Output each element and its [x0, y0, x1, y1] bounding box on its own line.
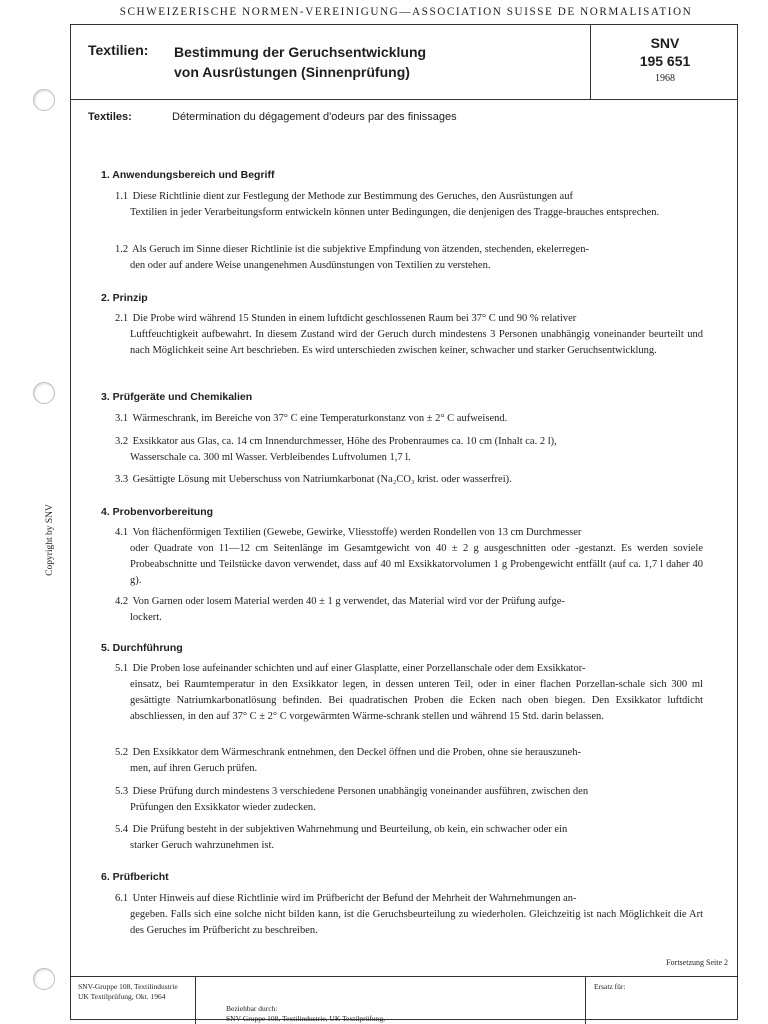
copyright-notice: Copyright by SNV	[45, 504, 55, 576]
section-heading: 1. Anwendungsbereich und Begriff	[101, 169, 275, 181]
section-heading: 6. Prüfbericht	[101, 871, 169, 883]
clause-number: 5.4	[115, 824, 129, 835]
clause-text-continued: den oder auf andere Weise unangenehmen Ausdünstungen von Textilien zu verstehen.	[130, 260, 491, 271]
clause-text: Von flächenförmigen Textilien (Gewebe, Gewirke, Vliesstoffe) werden Rondellen von 13 cm Durchmesser	[132, 527, 582, 538]
document-topic: Textilien:	[88, 42, 149, 58]
clause-1-1	[115, 189, 703, 221]
clause-5-4	[115, 822, 703, 854]
clause-text: Gesättigte Lösung mit Ueberschuss von Natriumkarbonat (Na₂CO₃ krist. oder wasserfrei).	[132, 474, 512, 485]
clause-text: Diese Richtlinie dient zur Festlegung der Methode zur Bestimmung des Geruches, den Ausrüstungen auf	[132, 191, 573, 202]
clause-text: Die Proben lose aufeinander schichten und auf einer Glasplatte, einer Porzellanschale oder dem Exsikkator-	[132, 663, 586, 674]
clause-text: Die Probe wird während 15 Stunden in einem luftdicht geschlossenen Raum bei 37° C und 90 % relativer	[132, 313, 577, 324]
clause-text-continued: lockert.	[130, 612, 162, 623]
clause-number: 3.3	[115, 474, 129, 485]
footer-replaces-label: Ersatz für:	[594, 982, 626, 991]
clause-number: 1.1	[115, 191, 129, 202]
clause-text-continued: Prüfungen den Exsikkator wieder zudecken.	[130, 802, 316, 813]
footer-column-divider	[195, 976, 196, 1024]
clause-6-1	[115, 891, 703, 939]
clause-number: 5.2	[115, 747, 129, 758]
clause-number: 3.2	[115, 436, 129, 447]
clause-text-continued: Luftfeuchtigkeit aufbewahrt. In diesem Zustand wird der Geruch durch mindestens 3 Personen unabhängig voneinander beurteilt und nach Möglichkeit seine Art beschrieben. Es wird unterschieden zwischen keiner, schwacher und starker Geruchsentwicklung.	[130, 329, 703, 356]
clause-5-3	[115, 784, 703, 816]
section-heading: 5. Durchführung	[101, 642, 183, 654]
footer-column-divider	[585, 976, 586, 1024]
clause-3-2	[115, 434, 703, 466]
clause-number: 4.1	[115, 527, 129, 538]
punch-hole	[33, 89, 55, 111]
clause-2-1	[115, 311, 703, 359]
section-heading: 2. Prinzip	[101, 292, 148, 304]
clause-text-continued: einsatz, bei Raumtemperatur in den Exsikkator legen, in dessen unteren Teil, oder in einer flachen Porzellan-schale sich 300 ml gesättigte Natriumkarbonatlösung befinden. Bei quadratischen Proben die Ecken nach oben biegen. Den Exsikkator luftdicht abschliessen, in den auf 37° C ± 2° C vorgewärmten Wärme-schrank stellen und während 15 Std. darin belassen.	[130, 679, 703, 722]
clause-text: Exsikkator aus Glas, ca. 14 cm Innendurchmesser, Höhe des Probenraumes ca. 10 cm (Inhalt ca. 2 l),	[132, 436, 557, 447]
clause-text-continued: Wasserschale ca. 300 ml Wasser. Verbleibendes Luftvolumen 1,7 l.	[130, 452, 411, 463]
continuation-note: Fortsetzung Seite 2	[666, 958, 728, 967]
document-title	[174, 42, 426, 82]
clause-3-3	[115, 472, 703, 488]
clause-number: 4.2	[115, 596, 129, 607]
clause-text-continued: starker Geruch wahrzunehmen ist.	[130, 840, 275, 851]
clause-text: Von Garnen oder losem Material werden 40 ± 1 g verwendet, das Material wird vor der Prüfung aufge-	[132, 596, 565, 607]
header-divider	[70, 99, 738, 100]
clause-text-continued: Textilien in jeder Verarbeitungsform entwickeln können unter Bedingungen, die denjenigen des Tragge-brauches entsprechen.	[130, 207, 660, 218]
punch-hole	[33, 382, 55, 404]
footer-availability-source: SNV-Gruppe 108, Textilindustrie, UK Textilprüfung,	[226, 1014, 386, 1023]
footer-availability	[226, 1004, 385, 1024]
snv-label: SNV	[650, 35, 680, 51]
clause-5-1	[115, 661, 703, 725]
clause-text: Die Prüfung besteht in der subjektiven Wahrnehmung und Beurteilung, ob kein, ein schwacher oder ein	[132, 824, 568, 835]
standard-year: 1968	[655, 73, 675, 84]
title-line-2: von Ausrüstungen (Sinnenprüfung)	[174, 64, 410, 80]
french-label: Textiles:	[88, 111, 132, 123]
clause-text: Als Geruch im Sinne dieser Richtlinie ist die subjektive Empfindung von ätzenden, stechenden, ekelerregen-	[132, 244, 589, 255]
clause-number: 3.1	[115, 413, 129, 424]
header-column-divider	[590, 24, 591, 100]
footer-divider	[70, 976, 738, 977]
standard-id	[592, 34, 738, 70]
organization-name: SCHWEIZERISCHE NORMEN-VEREINIGUNG—ASSOCIATION SUISSE DE NORMALISATION	[119, 6, 693, 18]
footer-origin-line-2: UK Textilprüfung, Okt. 1964	[78, 992, 166, 1001]
clause-number: 5.1	[115, 663, 129, 674]
clause-text: Unter Hinweis auf diese Richtlinie wird im Prüfbericht der Befund der Mehrheit der Wahrnehmungen an-	[132, 893, 577, 904]
clause-number: 1.2	[115, 244, 129, 255]
clause-number: 6.1	[115, 893, 129, 904]
footer-origin	[78, 982, 178, 1002]
french-title: Détermination du dégagement d'odeurs par des finissages	[172, 111, 457, 123]
clause-text-continued: gegeben. Falls sich eine solche nicht bilden kann, ist die Geruchsbeurteilung zu wiederholen. Gleichzeitig ist nach Möglichkeit die Art des Geruches im Prüfbericht zu beschreiben.	[130, 909, 703, 936]
clause-number: 2.1	[115, 313, 129, 324]
clause-text: Wärmeschrank, im Bereiche von 37° C eine Temperaturkonstanz von ± 2° C aufweisend.	[132, 413, 508, 424]
clause-5-2	[115, 745, 703, 777]
footer-availability-label: Beziehbar durch:	[226, 1004, 278, 1013]
section-heading: 3. Prüfgeräte und Chemikalien	[101, 391, 253, 403]
clause-text: Den Exsikkator dem Wärmeschrank entnehmen, den Deckel öffnen und die Proben, ohne sie herauszuneh-	[132, 747, 581, 758]
clause-text-continued: oder Quadrate von 11—12 cm Seitenlänge im Gesamtgewicht von 40 ± 2 g ausgeschnitten oder -gestanzt. Es werden soviele Probeabschnitte und Teilstücke davon verwendet, dass auf 40 ml Exsikkatorvolumen 1 g Probengewicht entfällt (auf ca. 1,7 l daher 40 g).	[130, 543, 703, 586]
clause-text: Diese Prüfung durch mindestens 3 verschiedene Personen unabhängig voneinander ausführen, zwischen den	[132, 786, 589, 797]
clause-4-2	[115, 594, 703, 626]
clause-text-continued: men, auf ihren Geruch prüfen.	[130, 763, 258, 774]
clause-4-1	[115, 525, 703, 589]
title-line-1: Bestimmung der Geruchsentwicklung	[174, 44, 427, 60]
clause-3-1	[115, 411, 703, 427]
footer-origin-line-1: SNV-Gruppe 108, Textilindustrie	[78, 982, 178, 991]
section-heading: 4. Probenvorbereitung	[101, 506, 214, 518]
clause-1-2	[115, 242, 703, 274]
clause-number: 5.3	[115, 786, 129, 797]
standard-number: 195 651	[639, 53, 691, 69]
punch-hole	[33, 968, 55, 990]
